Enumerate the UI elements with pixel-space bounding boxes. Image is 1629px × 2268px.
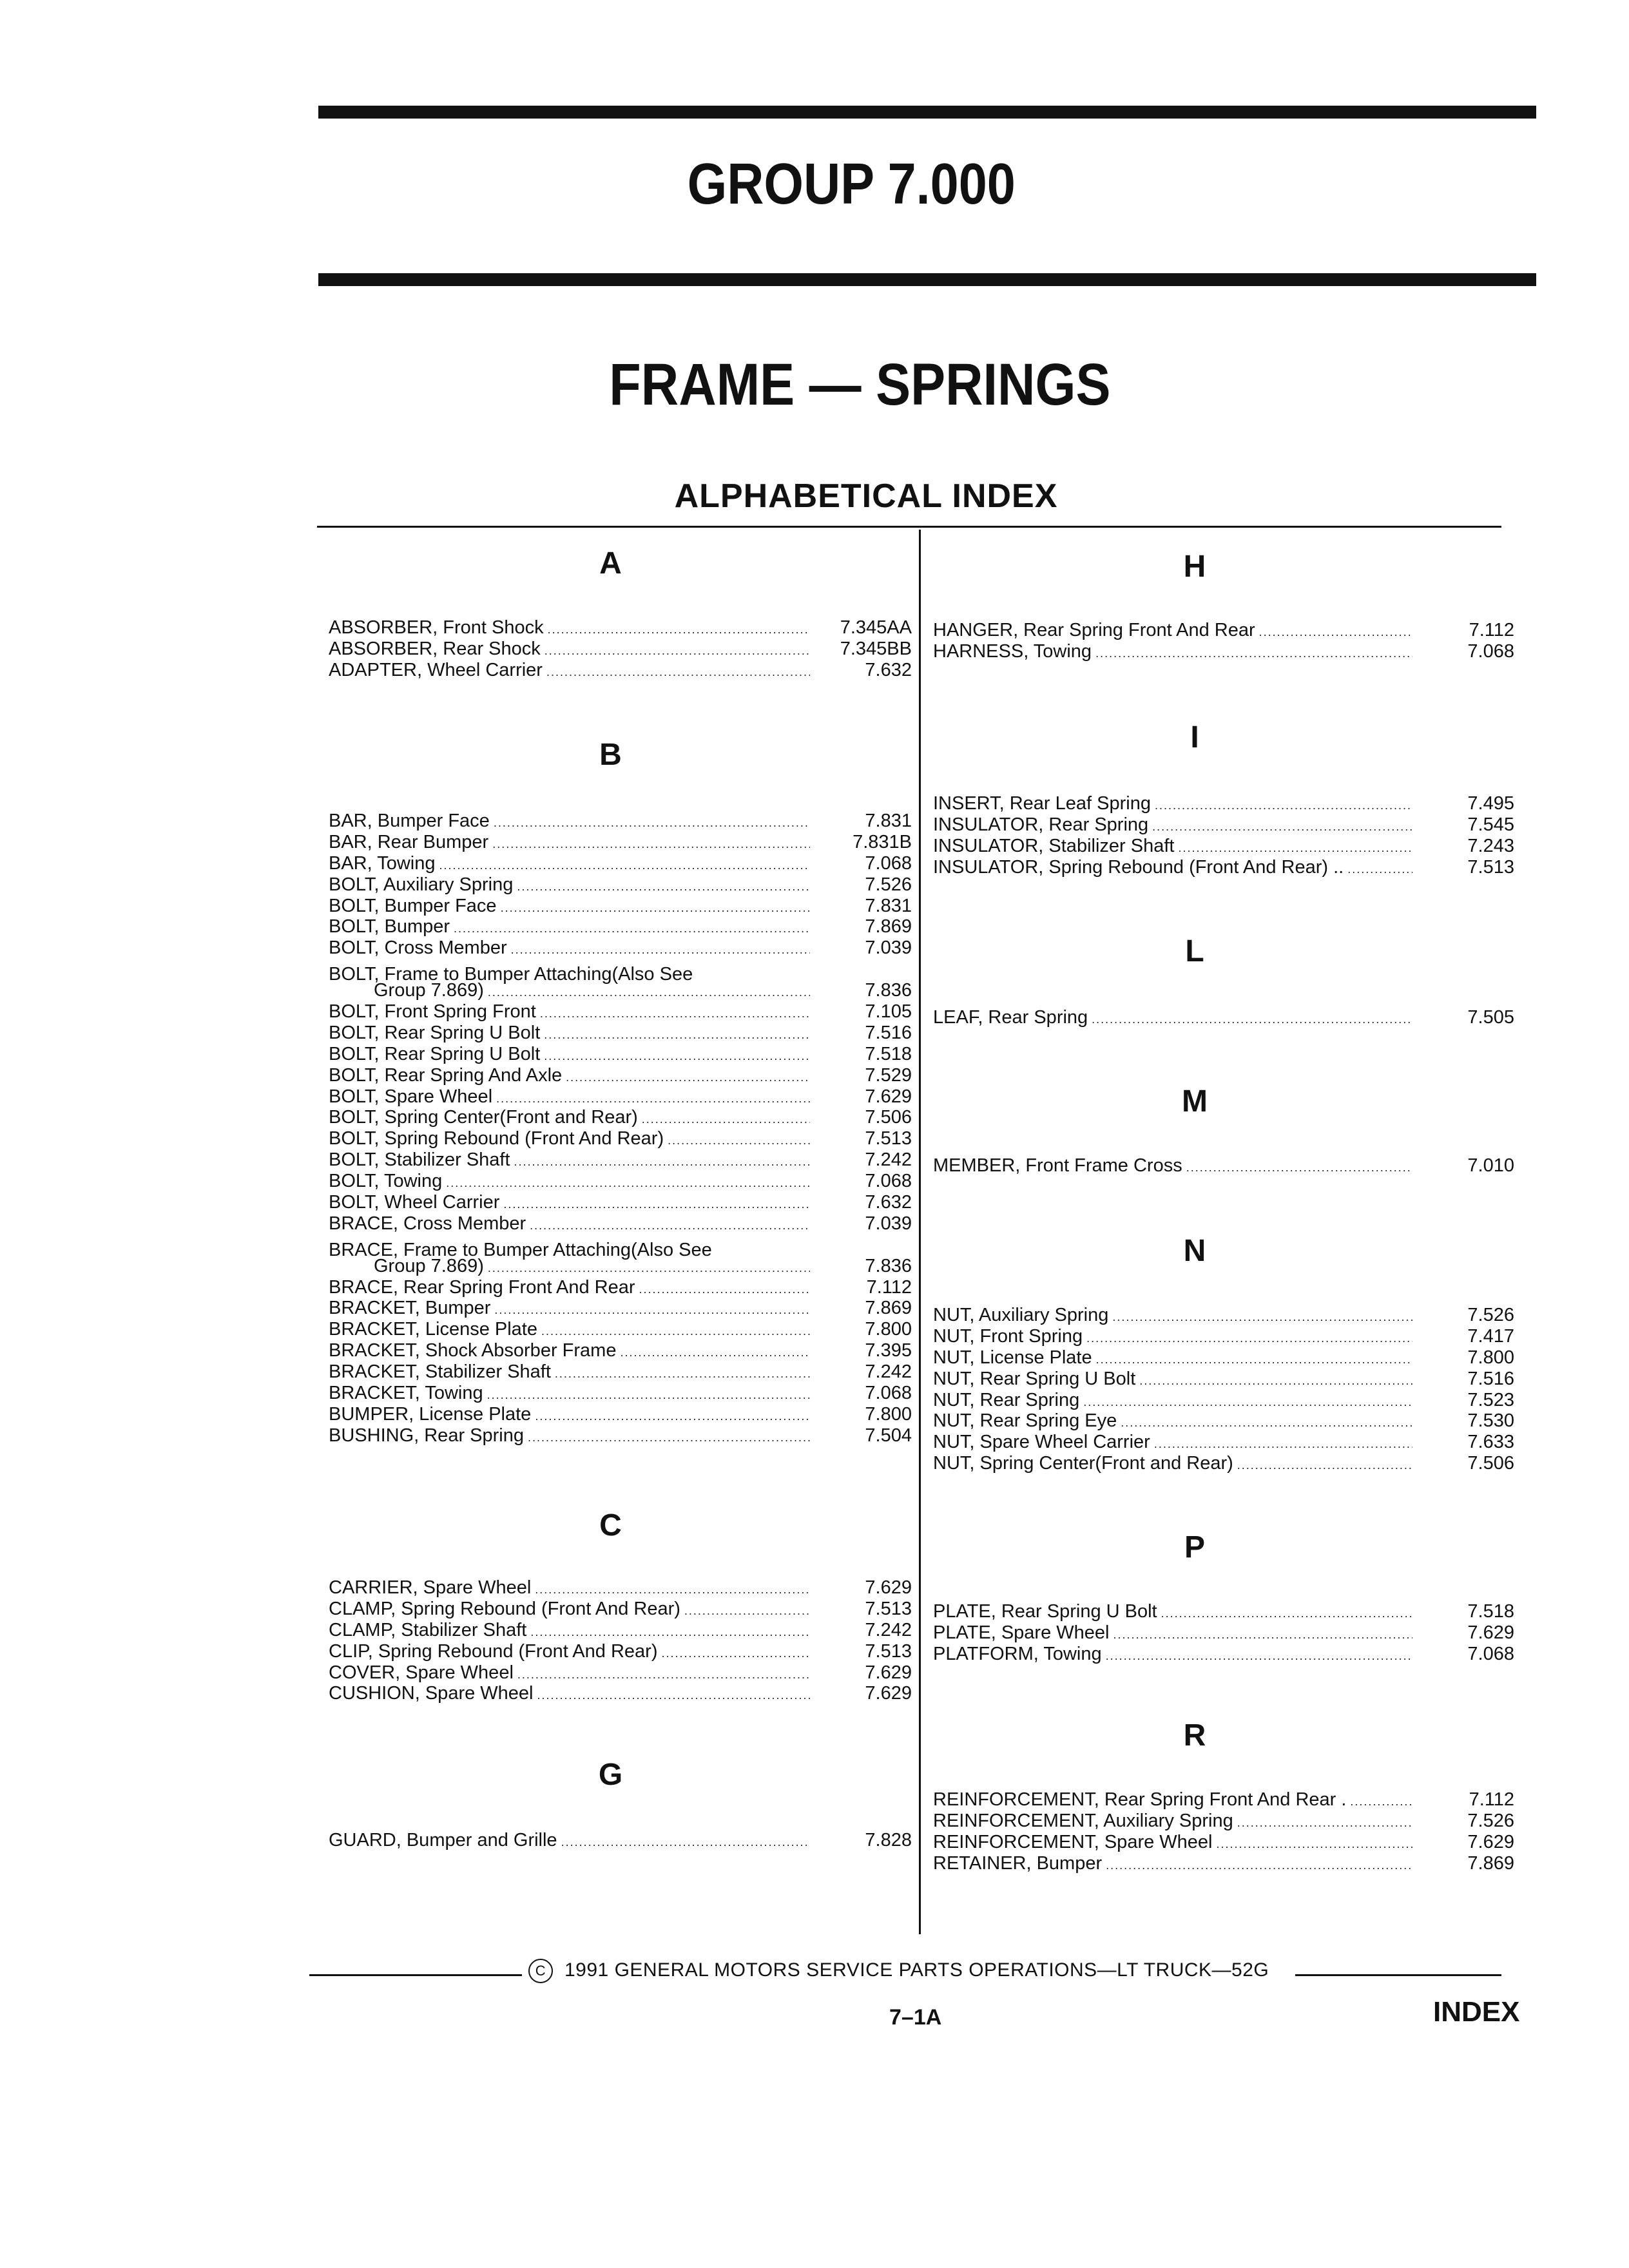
entry-name: BOLT, Spring Rebound (Front And Rear) xyxy=(329,1128,664,1149)
index-entry-list xyxy=(933,793,1514,878)
entry-name: ABSORBER, Front Shock xyxy=(329,617,544,638)
entry-name: BRACE, Cross Member xyxy=(329,1213,526,1234)
index-entry xyxy=(329,1256,912,1277)
dot-leader xyxy=(544,1046,810,1067)
index-entry xyxy=(933,1390,1514,1411)
entry-name: NUT, Rear Spring U Bolt xyxy=(933,1368,1136,1389)
entry-page-ref: 7.345BB xyxy=(840,638,912,659)
entry-page-ref: 7.068 xyxy=(865,852,912,874)
entry-name: BRACKET, Towing xyxy=(329,1383,483,1404)
dot-leader xyxy=(642,1109,810,1130)
dot-leader xyxy=(1161,1603,1412,1624)
dot-leader xyxy=(555,1363,810,1385)
dot-leader xyxy=(494,812,810,834)
index-entry xyxy=(329,1361,912,1383)
index-entry xyxy=(329,1171,912,1192)
entry-page-ref: 7.505 xyxy=(1467,1007,1514,1028)
dot-leader xyxy=(1217,1834,1413,1855)
entry-name: BOLT, Rear Spring U Bolt xyxy=(329,1043,541,1064)
entry-name: BOLT, Bumper Face xyxy=(329,895,497,916)
entry-name: BOLT, Wheel Carrier xyxy=(329,1192,500,1213)
dot-leader xyxy=(496,1088,810,1110)
entry-page-ref: 7.417 xyxy=(1467,1325,1514,1347)
index-entry xyxy=(933,1347,1514,1369)
index-entry xyxy=(329,1599,912,1620)
dot-leader xyxy=(1155,795,1412,816)
index-entry xyxy=(329,660,912,681)
entry-name: BUMPER, License Plate xyxy=(329,1403,532,1425)
entry-name: INSULATOR, Spring Rebound (Front And Rear) .. xyxy=(933,856,1344,878)
dot-leader xyxy=(541,1321,810,1342)
entry-name: NUT, Rear Spring Eye xyxy=(933,1410,1117,1432)
index-subtitle: ALPHABETICAL INDEX xyxy=(674,477,1058,515)
dot-leader xyxy=(535,1579,810,1600)
entry-page-ref: 7.831B xyxy=(853,831,912,852)
page-number: 7–1A xyxy=(889,2005,942,2030)
entry-page-ref: 7.506 xyxy=(865,1107,912,1128)
dot-leader xyxy=(488,982,810,1003)
section-label: INDEX xyxy=(1433,1996,1520,2028)
section-letter: G xyxy=(598,1758,623,1792)
dot-leader xyxy=(454,918,810,939)
dot-leader xyxy=(1112,1307,1412,1328)
dot-leader xyxy=(1259,622,1412,643)
entry-page-ref: 7.039 xyxy=(865,1213,912,1234)
entry-name: INSULATOR, Stabilizer Shaft xyxy=(933,835,1175,856)
dot-leader xyxy=(1083,1392,1412,1413)
entry-page-ref: 7.831 xyxy=(865,895,912,916)
section-letter: N xyxy=(1183,1234,1206,1268)
index-entry xyxy=(329,617,912,639)
dot-leader xyxy=(1186,1157,1412,1178)
footer-copyright xyxy=(528,1959,1269,1983)
index-entry xyxy=(329,1277,912,1298)
entry-name: CLIP, Spring Rebound (Front And Rear) xyxy=(329,1640,658,1662)
section-letter: P xyxy=(1184,1530,1205,1564)
dot-leader xyxy=(716,1235,810,1256)
index-entry xyxy=(933,1601,1514,1622)
entry-name: BRACE, Frame to Bumper Attaching(Also See xyxy=(329,1239,712,1260)
entry-name: REINFORCEMENT, Rear Spring Front And Rear . xyxy=(933,1789,1347,1810)
index-entry xyxy=(933,1644,1514,1665)
entry-page-ref: 7.869 xyxy=(1467,1852,1514,1874)
index-entry xyxy=(933,1326,1514,1347)
dot-leader xyxy=(620,1342,810,1363)
entry-page-ref: 7.112 xyxy=(866,1276,912,1298)
entry-name: BOLT, Rear Spring U Bolt xyxy=(329,1022,541,1043)
entry-page-ref: 7.513 xyxy=(865,1640,912,1662)
index-entry xyxy=(329,1683,912,1704)
dot-leader xyxy=(528,1427,810,1448)
index-entry xyxy=(933,836,1514,857)
entry-page-ref: 7.836 xyxy=(865,980,912,1001)
index-entry-list xyxy=(933,1305,1514,1474)
entry-name: PLATE, Rear Spring U Bolt xyxy=(933,1601,1157,1622)
entry-name: INSULATOR, Rear Spring xyxy=(933,814,1149,835)
dot-leader xyxy=(548,619,810,640)
dot-leader xyxy=(668,1130,810,1151)
entry-page-ref: 7.869 xyxy=(865,916,912,937)
dot-leader xyxy=(561,1832,810,1853)
entry-page-ref: 7.836 xyxy=(865,1255,912,1276)
section-letter: L xyxy=(1185,934,1204,968)
entry-name: CUSHION, Spare Wheel xyxy=(329,1683,534,1704)
index-entry-list xyxy=(329,617,912,681)
section-letter: M xyxy=(1182,1084,1208,1119)
index-entry xyxy=(329,937,912,959)
entry-name: PLATE, Spare Wheel xyxy=(933,1622,1110,1643)
index-entry-list xyxy=(933,1007,1514,1028)
entry-name: PLATFORM, Towing xyxy=(933,1643,1102,1664)
index-entry xyxy=(933,1007,1514,1028)
entry-name: BOLT, Cross Member xyxy=(329,937,507,959)
entry-page-ref: 7.632 xyxy=(865,659,912,680)
index-entry xyxy=(329,1662,912,1684)
index-entry xyxy=(329,1577,912,1599)
entry-name: COVER, Spare Wheel xyxy=(329,1662,514,1683)
index-entry xyxy=(329,639,912,660)
entry-name: ADAPTER, Wheel Carrier xyxy=(329,659,543,680)
entry-page-ref: 7.545 xyxy=(1467,814,1514,835)
index-entry xyxy=(329,916,912,937)
index-entry xyxy=(933,1155,1514,1177)
entry-page-ref: 7.633 xyxy=(1467,1432,1514,1453)
section-letter: C xyxy=(599,1508,622,1542)
entry-page-ref: 7.518 xyxy=(865,1043,912,1064)
index-entry-list xyxy=(933,1601,1514,1665)
index-entry xyxy=(329,832,912,853)
index-entry xyxy=(933,1305,1514,1326)
dot-leader xyxy=(494,1300,810,1321)
column-divider xyxy=(919,530,921,1934)
index-entry xyxy=(329,1319,912,1340)
entry-page-ref: 7.112 xyxy=(1469,1789,1514,1810)
entry-page-ref: 7.629 xyxy=(865,1086,912,1107)
entry-name: ABSORBER, Rear Shock xyxy=(329,638,541,659)
entry-page-ref: 7.831 xyxy=(865,811,912,831)
entry-page-ref: 7.523 xyxy=(1467,1389,1514,1410)
entry-page-ref: 7.495 xyxy=(1467,793,1514,814)
dot-leader xyxy=(517,1664,810,1686)
entry-page-ref: 7.242 xyxy=(865,1149,912,1171)
index-entry xyxy=(329,1044,912,1065)
dot-leader xyxy=(1096,1349,1412,1370)
entry-name: INSERT, Rear Leaf Spring xyxy=(933,793,1151,814)
entry-name: NUT, Spare Wheel Carrier xyxy=(933,1432,1150,1453)
entry-page-ref: 7.242 xyxy=(865,1361,912,1383)
index-entry xyxy=(329,1641,912,1662)
top-rule xyxy=(318,106,1536,119)
index-entry xyxy=(329,853,912,874)
entry-page-ref: 7.526 xyxy=(865,874,912,895)
second-rule xyxy=(318,273,1536,286)
section-letter: A xyxy=(599,546,622,581)
entry-name: HANGER, Rear Spring Front And Rear xyxy=(933,620,1255,640)
entry-page-ref: 7.526 xyxy=(1467,1810,1514,1831)
dot-leader xyxy=(684,1600,810,1622)
dot-leader xyxy=(501,898,810,919)
footer-rule-left xyxy=(309,1974,522,1976)
dot-leader xyxy=(1121,1412,1412,1434)
index-entry-list xyxy=(933,1789,1514,1874)
index-entry xyxy=(933,1432,1514,1453)
index-entry xyxy=(933,1811,1514,1832)
entry-page-ref: 7.828 xyxy=(865,1830,912,1850)
index-entry xyxy=(329,1023,912,1044)
index-entry xyxy=(329,1298,912,1319)
dot-leader xyxy=(446,1173,810,1194)
index-entry xyxy=(329,874,912,896)
entry-page-ref: 7.516 xyxy=(865,1022,912,1043)
section-letter: R xyxy=(1183,1718,1206,1753)
footer-rule-right xyxy=(1295,1974,1501,1976)
index-entry-list xyxy=(329,811,912,1446)
section-letter: I xyxy=(1190,720,1199,754)
dot-leader xyxy=(1106,1855,1412,1876)
entry-name: BOLT, Stabilizer Shaft xyxy=(329,1149,510,1171)
dot-leader xyxy=(487,1385,810,1406)
index-entry xyxy=(933,641,1514,662)
entry-page-ref: 7.112 xyxy=(1469,620,1514,640)
section-letter: H xyxy=(1183,550,1206,584)
dot-leader xyxy=(439,855,811,876)
entry-name: BOLT, Rear Spring And Axle xyxy=(329,1064,563,1086)
dot-leader xyxy=(503,1194,810,1215)
footer-text: 1991 GENERAL MOTORS SERVICE PARTS OPERATIONS—LT TRUCK—52G xyxy=(564,1959,1269,1981)
entry-page-ref: 7.629 xyxy=(865,1662,912,1683)
entry-name: Group 7.869) xyxy=(374,1255,484,1276)
dot-leader xyxy=(1154,1434,1412,1455)
entry-page-ref: 7.504 xyxy=(865,1425,912,1446)
dot-leader xyxy=(1350,1791,1412,1812)
index-entry xyxy=(329,1383,912,1404)
entry-name: MEMBER, Front Frame Cross xyxy=(933,1155,1182,1176)
index-entry xyxy=(933,1369,1514,1390)
dot-leader xyxy=(1152,816,1412,838)
entry-name: BRACKET, Bumper xyxy=(329,1298,491,1319)
index-entry-list xyxy=(329,1577,912,1704)
entry-name: CARRIER, Spare Wheel xyxy=(329,1577,532,1598)
dot-leader xyxy=(537,1685,811,1706)
entry-name: Group 7.869) xyxy=(374,980,484,1001)
dot-leader xyxy=(545,640,810,662)
dot-leader xyxy=(1113,1624,1412,1646)
dot-leader xyxy=(1095,643,1412,664)
group-title: GROUP 7.000 xyxy=(687,152,1016,216)
entry-page-ref: 7.068 xyxy=(1467,640,1514,662)
index-entry xyxy=(329,1425,912,1446)
entry-page-ref: 7.068 xyxy=(1467,1643,1514,1664)
index-entry xyxy=(933,620,1514,641)
entry-page-ref: 7.506 xyxy=(1467,1453,1514,1474)
entry-name: BOLT, Frame to Bumper Attaching(Also See xyxy=(329,964,693,985)
entry-name: CLAMP, Spring Rebound (Front And Rear) xyxy=(329,1598,680,1619)
entry-name: NUT, Auxiliary Spring xyxy=(933,1305,1109,1325)
index-entry xyxy=(329,1620,912,1641)
index-entry xyxy=(329,1128,912,1149)
entry-name: LEAF, Rear Spring xyxy=(933,1007,1088,1028)
entry-name: BOLT, Front Spring Front xyxy=(329,1001,536,1023)
entry-page-ref: 7.526 xyxy=(1467,1305,1514,1325)
entry-page-ref: 7.629 xyxy=(865,1683,912,1704)
dot-leader xyxy=(566,1067,810,1088)
index-entry xyxy=(329,1086,912,1108)
index-entry xyxy=(933,1622,1514,1644)
index-entry xyxy=(329,1065,912,1086)
index-entry xyxy=(933,1853,1514,1874)
entry-page-ref: 7.632 xyxy=(865,1192,912,1213)
dot-leader xyxy=(492,834,810,855)
entry-page-ref: 7.629 xyxy=(865,1577,912,1598)
entry-name: BOLT, Auxiliary Spring xyxy=(329,874,514,895)
dot-leader xyxy=(544,1024,810,1046)
dot-leader xyxy=(1347,859,1412,880)
index-entry-list xyxy=(933,620,1514,662)
entry-page-ref: 7.800 xyxy=(865,1319,912,1340)
entry-page-ref: 7.529 xyxy=(865,1064,912,1086)
entry-page-ref: 7.243 xyxy=(1467,835,1514,856)
entry-page-ref: 7.518 xyxy=(1467,1601,1514,1622)
index-entry xyxy=(329,1235,912,1260)
dot-leader xyxy=(546,662,810,683)
entry-name: HARNESS, Towing xyxy=(933,640,1092,662)
entry-page-ref: 7.800 xyxy=(1467,1347,1514,1368)
dot-leader xyxy=(514,1151,810,1173)
entry-name: BRACKET, Shock Absorber Frame xyxy=(329,1340,617,1361)
entry-page-ref: 7.010 xyxy=(1467,1155,1514,1176)
index-entry xyxy=(933,1789,1514,1811)
entry-page-ref: 7.629 xyxy=(1467,1622,1514,1643)
entry-name: BUSHING, Rear Spring xyxy=(329,1425,524,1446)
index-rule xyxy=(317,526,1501,528)
entry-name: BRACKET, Stabilizer Shaft xyxy=(329,1361,551,1383)
index-entry xyxy=(329,1830,912,1851)
dot-leader xyxy=(488,1258,810,1279)
entry-name: CLAMP, Stabilizer Shaft xyxy=(329,1619,527,1640)
entry-name: BAR, Bumper Face xyxy=(329,811,490,831)
entry-page-ref: 7.516 xyxy=(1467,1368,1514,1389)
entry-name: NUT, Front Spring xyxy=(933,1325,1083,1347)
index-entry xyxy=(329,1404,912,1425)
index-entry xyxy=(329,959,912,985)
index-entry xyxy=(329,1149,912,1171)
entry-page-ref: 7.800 xyxy=(865,1403,912,1425)
entry-page-ref: 7.395 xyxy=(865,1340,912,1361)
dot-leader xyxy=(1092,1009,1412,1030)
entry-name: NUT, Rear Spring xyxy=(933,1389,1080,1410)
entry-name: GUARD, Bumper and Grille xyxy=(329,1830,557,1850)
entry-name: BOLT, Towing xyxy=(329,1171,443,1192)
entry-page-ref: 7.513 xyxy=(1467,856,1514,878)
dot-leader xyxy=(1237,1812,1412,1834)
entry-name: BOLT, Bumper xyxy=(329,916,450,937)
entry-name: NUT, Spring Center(Front and Rear) xyxy=(933,1453,1233,1474)
entry-page-ref: 7.105 xyxy=(865,1001,912,1023)
index-entry xyxy=(329,1107,912,1128)
entry-page-ref: 7.869 xyxy=(865,1298,912,1319)
index-entry-list xyxy=(933,1155,1514,1177)
entry-page-ref: 7.039 xyxy=(865,937,912,959)
page-title: FRAME — SPRINGS xyxy=(609,352,1111,418)
dot-leader xyxy=(697,959,810,980)
entry-name: BAR, Rear Bumper xyxy=(329,831,489,852)
index-entry xyxy=(329,1340,912,1361)
entry-name: BOLT, Spring Center(Front and Rear) xyxy=(329,1107,638,1128)
entry-name: BRACE, Rear Spring Front And Rear xyxy=(329,1276,635,1298)
entry-page-ref: 7.068 xyxy=(865,1383,912,1404)
index-entry xyxy=(933,857,1514,878)
entry-name: BAR, Towing xyxy=(329,852,436,874)
dot-leader xyxy=(530,1622,810,1643)
index-entry xyxy=(329,896,912,917)
dot-leader xyxy=(1178,838,1412,859)
entry-page-ref: 7.513 xyxy=(865,1128,912,1149)
dot-leader xyxy=(530,1215,810,1236)
entry-page-ref: 7.068 xyxy=(865,1171,912,1192)
dot-leader xyxy=(1139,1370,1412,1392)
index-entry xyxy=(329,811,912,832)
entry-page-ref: 7.345AA xyxy=(840,617,912,638)
entry-page-ref: 7.242 xyxy=(865,1619,912,1640)
dot-leader xyxy=(517,876,810,898)
dot-leader xyxy=(1237,1455,1412,1476)
entry-name: NUT, License Plate xyxy=(933,1347,1092,1368)
entry-name: BOLT, Spare Wheel xyxy=(329,1086,493,1107)
dot-leader xyxy=(540,1003,810,1024)
index-entry xyxy=(329,1192,912,1213)
dot-leader xyxy=(1086,1328,1412,1349)
index-entry xyxy=(933,814,1514,836)
entry-page-ref: 7.629 xyxy=(1467,1831,1514,1852)
index-entry xyxy=(933,1410,1514,1432)
entry-name: REINFORCEMENT, Spare Wheel xyxy=(933,1831,1213,1852)
index-entry xyxy=(329,1213,912,1235)
entry-page-ref: 7.530 xyxy=(1467,1410,1514,1432)
index-entry xyxy=(933,1832,1514,1853)
index-entry-list xyxy=(329,1830,912,1851)
index-entry xyxy=(329,980,912,1001)
entry-name: RETAINER, Bumper xyxy=(933,1852,1103,1874)
dot-leader xyxy=(639,1279,810,1300)
dot-leader xyxy=(511,939,810,961)
index-entry xyxy=(933,793,1514,814)
index-entry xyxy=(933,1453,1514,1474)
entry-name: BRACKET, License Plate xyxy=(329,1319,537,1340)
dot-leader xyxy=(1106,1646,1412,1667)
entry-page-ref: 7.513 xyxy=(865,1598,912,1619)
section-letter: B xyxy=(599,738,622,772)
dot-leader xyxy=(535,1406,810,1427)
entry-name: REINFORCEMENT, Auxiliary Spring xyxy=(933,1810,1233,1831)
index-entry xyxy=(329,1001,912,1023)
dot-leader xyxy=(661,1643,810,1664)
copyright-icon: C xyxy=(528,1959,553,1983)
